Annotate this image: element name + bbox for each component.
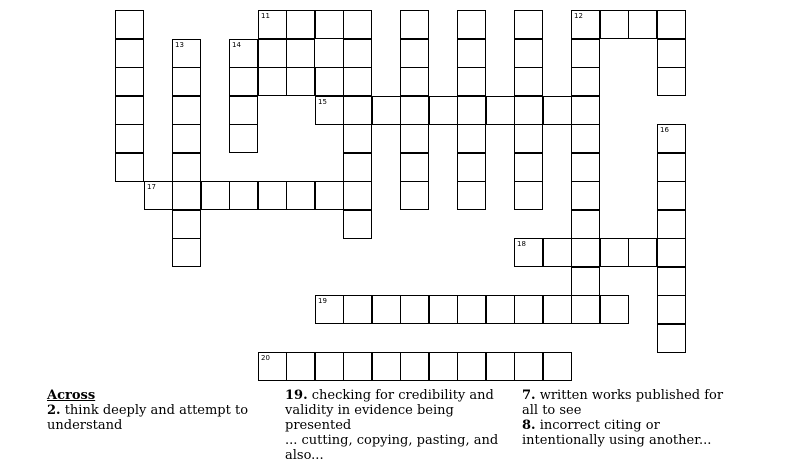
grid-cell[interactable]: [258, 67, 287, 96]
grid-cell[interactable]: [543, 96, 572, 125]
clue-item: [522, 388, 742, 418]
clue-number-label: 14: [232, 41, 241, 49]
grid-cell[interactable]: [514, 10, 543, 39]
clue-number-label: 11: [261, 12, 270, 20]
grid-cell[interactable]: [571, 267, 600, 296]
clue-number-label: 20: [261, 354, 270, 362]
grid-cell[interactable]: [115, 39, 144, 68]
grid-cell[interactable]: [657, 295, 686, 324]
grid-cell[interactable]: [514, 124, 543, 153]
grid-cell[interactable]: [571, 39, 600, 68]
grid-cell[interactable]: [400, 10, 429, 39]
grid-cell[interactable]: [571, 10, 600, 39]
grid-cell[interactable]: [657, 67, 686, 96]
grid-cell[interactable]: [343, 67, 372, 96]
grid-cell[interactable]: [343, 96, 372, 125]
grid-cell[interactable]: [657, 39, 686, 68]
clue-item: [285, 388, 505, 433]
clue-number-label: 18: [517, 240, 526, 248]
grid-cell[interactable]: [486, 96, 515, 125]
clue-item: [285, 433, 505, 463]
grid-cell[interactable]: [201, 181, 230, 210]
grid-cell[interactable]: [343, 181, 372, 210]
clue-number: 19.: [285, 388, 308, 403]
grid-cell[interactable]: [657, 124, 686, 153]
clue-number-label: 13: [175, 41, 184, 49]
grid-cell[interactable]: [286, 67, 315, 96]
grid-cell[interactable]: [172, 210, 201, 239]
grid-cell[interactable]: [343, 295, 372, 324]
grid-cell[interactable]: [115, 96, 144, 125]
grid-cell[interactable]: [400, 352, 429, 381]
grid-cell[interactable]: [172, 153, 201, 182]
grid-cell[interactable]: [372, 96, 401, 125]
grid-cell[interactable]: [514, 67, 543, 96]
clue-number-label: 19: [318, 297, 327, 305]
grid-cell[interactable]: [400, 181, 429, 210]
clues-column-3: [522, 388, 742, 448]
clue-number-label: 15: [318, 98, 327, 106]
grid-cell[interactable]: [115, 67, 144, 96]
grid-cell[interactable]: [600, 10, 629, 39]
grid-cell[interactable]: [457, 67, 486, 96]
grid-cell[interactable]: [343, 39, 372, 68]
grid-cell[interactable]: [372, 295, 401, 324]
grid-cell[interactable]: [457, 96, 486, 125]
grid-cell[interactable]: [343, 124, 372, 153]
grid-cell[interactable]: [571, 124, 600, 153]
grid-cell[interactable]: [258, 10, 287, 39]
grid-cell[interactable]: [315, 352, 344, 381]
grid-cell[interactable]: [172, 67, 201, 96]
clue-text: written works published for all to see: [522, 388, 724, 418]
clues-column-1: [47, 388, 267, 433]
clues-column-2: [285, 388, 505, 463]
grid-cell[interactable]: [343, 352, 372, 381]
grid-cell[interactable]: [258, 352, 287, 381]
grid-cell[interactable]: [315, 96, 344, 125]
grid-cell[interactable]: [457, 39, 486, 68]
grid-cell[interactable]: [400, 67, 429, 96]
grid-cell[interactable]: [315, 10, 344, 39]
grid-cell[interactable]: [343, 153, 372, 182]
grid-cell[interactable]: [429, 352, 458, 381]
grid-cell[interactable]: [457, 10, 486, 39]
grid-cell[interactable]: [229, 181, 258, 210]
grid-cell[interactable]: [571, 153, 600, 182]
clue-number-label: 17: [147, 183, 156, 191]
grid-cell[interactable]: [543, 352, 572, 381]
grid-cell[interactable]: [657, 153, 686, 182]
grid-cell[interactable]: [514, 96, 543, 125]
clue-text: think deeply and attempt to understand: [47, 403, 249, 433]
grid-cell[interactable]: [172, 181, 201, 210]
grid-cell[interactable]: [229, 39, 258, 68]
grid-cell[interactable]: [543, 238, 572, 267]
grid-cell[interactable]: [400, 153, 429, 182]
grid-cell[interactable]: [286, 10, 315, 39]
grid-cell[interactable]: [457, 124, 486, 153]
grid-cell[interactable]: [400, 96, 429, 125]
grid-cell[interactable]: [514, 295, 543, 324]
across-heading: Across: [47, 388, 96, 403]
grid-cell[interactable]: [486, 295, 515, 324]
grid-cell[interactable]: [172, 124, 201, 153]
grid-cell[interactable]: [229, 96, 258, 125]
grid-cell[interactable]: [343, 210, 372, 239]
grid-cell[interactable]: [657, 267, 686, 296]
grid-cell[interactable]: [486, 352, 515, 381]
grid-cell[interactable]: [229, 67, 258, 96]
grid-cell[interactable]: [172, 39, 201, 68]
grid-cell[interactable]: [372, 352, 401, 381]
grid-cell[interactable]: [514, 181, 543, 210]
grid-cell[interactable]: [628, 10, 657, 39]
grid-cell[interactable]: [457, 181, 486, 210]
grid-cell[interactable]: [657, 324, 686, 353]
grid-cell[interactable]: [400, 295, 429, 324]
grid-cell[interactable]: [400, 124, 429, 153]
grid-cell[interactable]: [115, 10, 144, 39]
clue-text: ... cutting, copying, pasting, and also...: [285, 433, 499, 463]
grid-cell[interactable]: [657, 238, 686, 267]
grid-cell[interactable]: [514, 238, 543, 267]
grid-cell[interactable]: [657, 210, 686, 239]
grid-cell[interactable]: [172, 238, 201, 267]
grid-cell[interactable]: [315, 67, 344, 96]
grid-cell[interactable]: [258, 181, 287, 210]
clue-number-label: 16: [660, 126, 669, 134]
grid-cell[interactable]: [600, 238, 629, 267]
grid-cell[interactable]: [571, 96, 600, 125]
grid-cell[interactable]: [115, 153, 144, 182]
grid-cell[interactable]: [514, 352, 543, 381]
clue-item: [47, 403, 267, 433]
grid-cell[interactable]: [144, 181, 173, 210]
grid-cell[interactable]: [571, 238, 600, 267]
grid-cell[interactable]: [571, 181, 600, 210]
grid-cell[interactable]: [600, 295, 629, 324]
grid-cell[interactable]: [172, 96, 201, 125]
clue-text: incorrect citing or intentionally using another...: [522, 418, 712, 448]
grid-cell[interactable]: [543, 295, 572, 324]
grid-cell[interactable]: [457, 352, 486, 381]
grid-cell[interactable]: [315, 295, 344, 324]
clue-text: checking for credibility and validity in evidence being presented: [285, 388, 494, 433]
grid-cell[interactable]: [571, 295, 600, 324]
clue-number: 7.: [522, 388, 536, 403]
grid-cell[interactable]: [343, 10, 372, 39]
grid-cell[interactable]: [286, 181, 315, 210]
grid-cell[interactable]: [657, 181, 686, 210]
clue-number: 2.: [47, 403, 61, 418]
grid-cell[interactable]: [286, 39, 315, 68]
grid-cell[interactable]: [571, 67, 600, 96]
grid-cell[interactable]: [628, 238, 657, 267]
grid-cell[interactable]: [571, 210, 600, 239]
grid-cell[interactable]: [286, 352, 315, 381]
grid-cell[interactable]: [229, 124, 258, 153]
grid-cell[interactable]: [315, 181, 344, 210]
grid-cell[interactable]: [258, 39, 287, 68]
grid-cell[interactable]: [400, 39, 429, 68]
clue-number-label: 12: [574, 12, 583, 20]
grid-cell[interactable]: [429, 96, 458, 125]
grid-cell[interactable]: [457, 295, 486, 324]
grid-cell[interactable]: [115, 124, 144, 153]
grid-cell[interactable]: [457, 153, 486, 182]
clue-item: [522, 418, 742, 448]
grid-cell[interactable]: [514, 153, 543, 182]
grid-cell[interactable]: [514, 39, 543, 68]
clue-number: 8.: [522, 418, 536, 433]
grid-cell[interactable]: [657, 10, 686, 39]
grid-cell[interactable]: [429, 295, 458, 324]
